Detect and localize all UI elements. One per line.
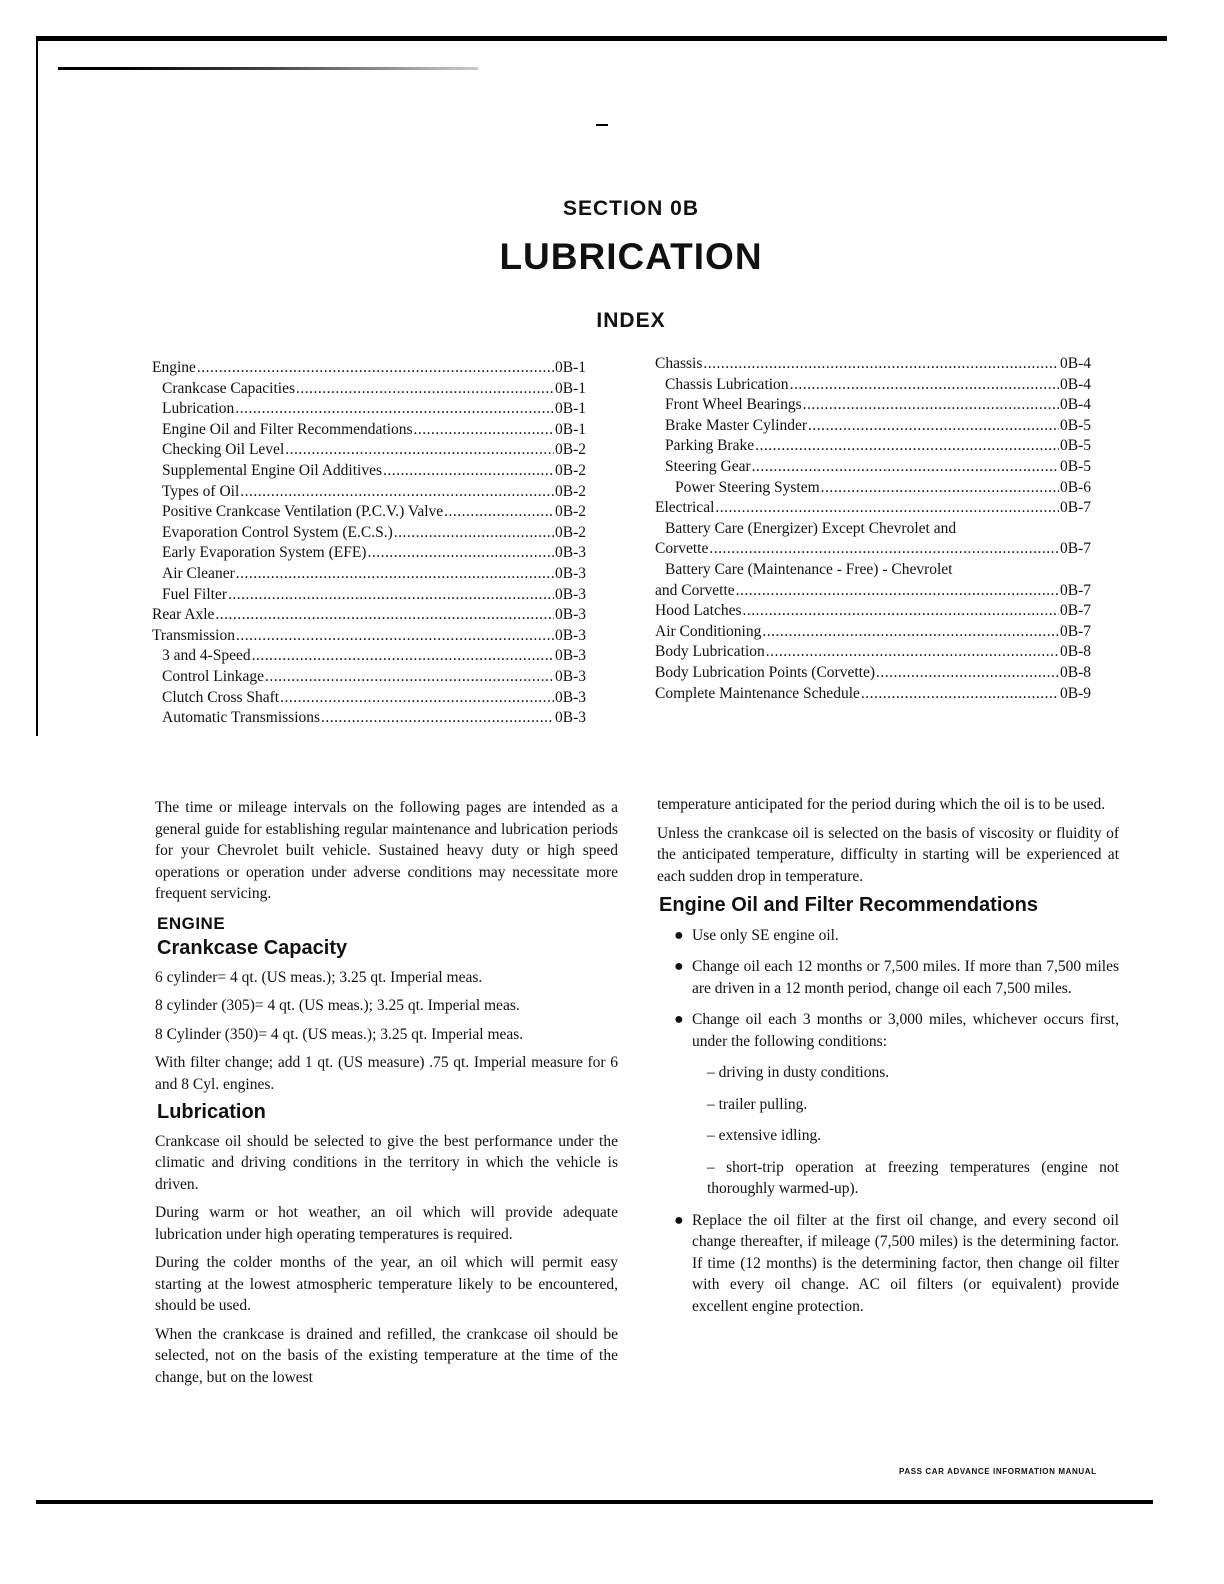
bullet-icon: ● <box>674 958 684 975</box>
index-entry[interactable]: Clutch Cross Shaft ..... 0B-3 <box>152 688 586 709</box>
index-entry[interactable]: Chassis ..... 0B-4 <box>655 354 1091 375</box>
index-entry[interactable]: Air Conditioning ..... 0B-7 <box>655 622 1091 643</box>
index-entry[interactable]: Lubrication ..... 0B-1 <box>152 399 586 420</box>
index-entry[interactable]: Front Wheel Bearings ..... 0B-4 <box>655 395 1091 416</box>
index-entry[interactable]: Supplemental Engine Oil Additives ..... 0B-2 <box>152 461 586 482</box>
condition-item: – driving in dusty conditions. <box>707 1064 890 1081</box>
capacity-line: 8 Cylinder (350)= 4 qt. (US meas.); 3.25 qt. Imperial meas. <box>155 1025 524 1043</box>
intro-paragraph: The time or mileage intervals on the following pages are intended as a general guide for establishing regular maintenance and lubrication periods for your Chevrolet built vehicle. Sustained heavy duty or high speed operations or operation under adverse conditions may necessitate more frequent servicing. <box>155 799 618 902</box>
index-entry[interactable]: Body Lubrication ..... 0B-8 <box>655 642 1091 663</box>
index-entry[interactable]: Rear Axle ..... 0B-3 <box>152 605 586 626</box>
capacity-line: With filter change; add 1 qt. (US measure) .75 qt. Imperial measure for 6 and 8 Cyl. engines. <box>155 1054 618 1093</box>
lubrication-paragraph: When the crankcase is drained and refilled, the crankcase oil should be selected, not on the basis of the existing temperature at the time of the change, but on the lowest <box>155 1325 618 1386</box>
oil-filter-recommendations-heading: Engine Oil and Filter Recommendations <box>659 894 1038 916</box>
index-left-column <box>152 358 586 729</box>
index-entry[interactable]: Automatic Transmissions ..... 0B-3 <box>152 708 586 729</box>
index-entry[interactable]: Complete Maintenance Schedule ..... 0B-9 <box>655 684 1091 705</box>
bullet-item: ● Use only SE engine oil. <box>657 925 1119 947</box>
section-label: SECTION 0B <box>562 197 700 220</box>
index-entry[interactable]: Types of Oil ..... 0B-2 <box>152 482 586 503</box>
index-entry[interactable]: Parking Brake ..... 0B-5 <box>655 436 1091 457</box>
condition-item: – extensive idling. <box>707 1127 822 1144</box>
index-entry[interactable]: Body Lubrication Points (Corvette) ..... 0B-8 <box>655 663 1091 684</box>
lubrication-paragraph: Crankcase oil should be selected to give the best performance under the climatic and driving conditions in the territory in which the vehicle is driven. <box>155 1132 618 1193</box>
index-entry[interactable]: Early Evaporation System (EFE) ..... 0B-3 <box>152 543 586 564</box>
index-entry[interactable]: Evaporation Control System (E.C.S.) ..... 0B-2 <box>152 523 586 544</box>
index-entry-line[interactable]: Battery Care (Maintenance - Free) - Chevrolet <box>665 560 953 578</box>
bullet-icon: ● <box>674 1011 684 1028</box>
bottom-border-rule <box>36 1500 1153 1504</box>
index-entry[interactable]: Hood Latches ..... 0B-7 <box>655 601 1091 622</box>
bullet-item: ● Change oil each 12 months or 7,500 miles. If more than 7,500 miles are driven in a 12 month period, change oil each 7,500 miles. <box>674 958 1119 997</box>
index-entry[interactable]: Air Cleaner ..... 0B-3 <box>152 564 586 585</box>
continued-paragraph: temperature anticipated for the period during which the oil is to be used. <box>657 796 1106 813</box>
index-entry[interactable]: Electrical ..... 0B-7 <box>655 498 1091 519</box>
section-title: LUBRICATION <box>499 236 763 277</box>
index-entry[interactable]: Control Linkage ..... 0B-3 <box>152 667 586 688</box>
bullet-icon: ● <box>674 1211 684 1229</box>
crankcase-capacity-heading: Crankcase Capacity <box>157 937 348 959</box>
bullet-item: ● Replace the oil filter at the first oil change, and every second oil change thereafter, if mileage (7,500 miles) is the determining factor. If time (12 months) is the determining factor, then change oil filter with every oil change. AC oil filters (or equivalent) provide excellent engine protection. <box>674 1211 1119 1315</box>
viscosity-paragraph: Unless the crankcase oil is selected on the basis of viscosity or fluidity of the anticipated temperature, difficulty in starting will be experienced at each sudden drop in temperature. <box>657 824 1119 885</box>
lubrication-heading: Lubrication <box>157 1101 266 1123</box>
index-entry[interactable]: Chassis Lubrication ..... 0B-4 <box>655 375 1091 396</box>
scan-mark <box>58 67 478 70</box>
index-entry[interactable]: Fuel Filter ..... 0B-3 <box>152 585 586 606</box>
index-entry[interactable]: Crankcase Capacities ..... 0B-1 <box>152 379 586 400</box>
capacity-line: 6 cylinder= 4 qt. (US meas.); 3.25 qt. Imperial meas. <box>155 968 483 986</box>
condition-item: – trailer pulling. <box>707 1095 808 1113</box>
index-entry[interactable]: Steering Gear ..... 0B-5 <box>655 457 1091 478</box>
index-entry[interactable]: 3 and 4-Speed ..... 0B-3 <box>152 646 586 667</box>
index-entry[interactable]: Corvette ..... 0B-7 <box>655 539 1091 560</box>
left-border-rule <box>36 36 38 736</box>
index-entry[interactable]: Engine Oil and Filter Recommendations ..... 0B-1 <box>152 420 586 441</box>
capacity-line: 8 cylinder (305)= 4 qt. (US meas.); 3.25 qt. Imperial meas. <box>155 997 520 1014</box>
index-right-column <box>655 354 1091 704</box>
index-entry[interactable]: Brake Master Cylinder ..... 0B-5 <box>655 416 1091 437</box>
lubrication-paragraph: During warm or hot weather, an oil which will provide adequate lubrication under high operating temperatures is required. <box>155 1204 618 1243</box>
bullet-icon: ● <box>674 926 684 944</box>
body-right-column <box>657 794 1119 1327</box>
index-entry[interactable]: Positive Crankcase Ventilation (P.C.V.) Valve ..... 0B-2 <box>152 502 586 523</box>
scan-dash <box>596 124 608 126</box>
index-heading: INDEX <box>596 309 666 332</box>
engine-heading: ENGINE <box>157 913 226 933</box>
index-entry[interactable]: Transmission ..... 0B-3 <box>152 626 586 647</box>
lubrication-paragraph: During the colder months of the year, an oil which will permit easy starting at the lowest atmospheric temperature likely to be encountered, should be used. <box>155 1254 618 1314</box>
footer-manual-title: PASS CAR ADVANCE INFORMATION MANUAL <box>899 1467 1097 1476</box>
top-border-rule <box>36 36 1167 41</box>
body-left-column <box>155 797 618 1395</box>
bullet-item: ● Change oil each 3 months or 3,000 miles, whichever occurs first, under the following conditions: <box>674 1011 1119 1050</box>
index-entry-line[interactable]: Battery Care (Energizer) Except Chevrolet and <box>665 519 957 537</box>
condition-item: – short-trip operation at freezing temperatures (engine not thoroughly warmed-up). <box>707 1158 1119 1197</box>
index-entry[interactable]: and Corvette ..... 0B-7 <box>655 581 1091 602</box>
index-entry[interactable]: Power Steering System ..... 0B-6 <box>655 478 1091 499</box>
index-entry[interactable]: Engine ..... 0B-1 <box>152 358 586 379</box>
index-entry[interactable]: Checking Oil Level ..... 0B-2 <box>152 440 586 461</box>
